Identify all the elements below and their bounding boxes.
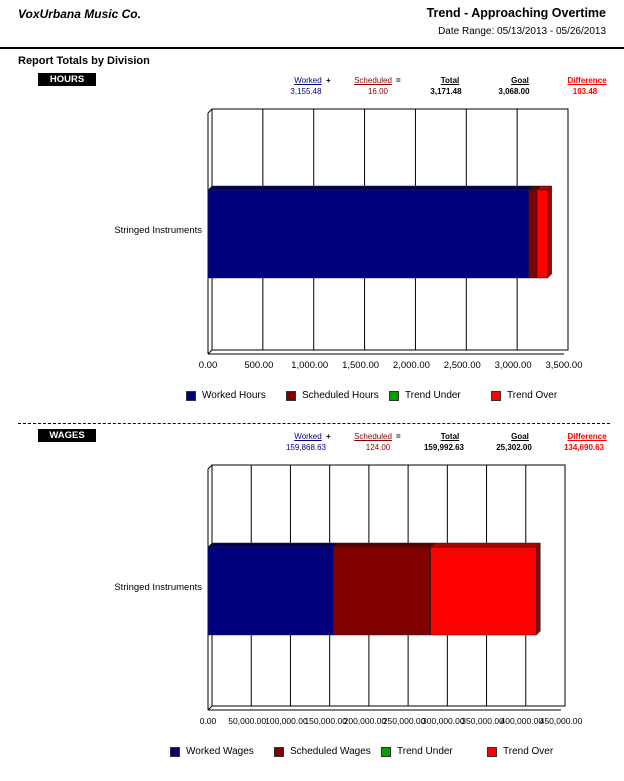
wages-difference-label: Difference (567, 432, 607, 441)
wages-difference-value: 134,690.63 (563, 443, 605, 452)
legend-swatch-icon (487, 747, 497, 757)
hours-legend-trend-over (491, 390, 557, 401)
wages-goal-label: Goal (511, 432, 529, 441)
x-tick-label: 300,000.00 (422, 716, 465, 726)
x-tick-label: 450,000.00 (539, 716, 583, 726)
bar-segment (208, 190, 529, 278)
axis-corner-line (208, 109, 212, 113)
bar-segment (431, 547, 537, 635)
axis-corner-line (208, 465, 212, 469)
x-tick-label: 150,000.00 (304, 716, 347, 726)
wages-worked-value: 159,868.63 (285, 443, 327, 452)
bar-segment-top (208, 186, 533, 190)
header-divider (0, 47, 624, 49)
legend-label: Scheduled Wages (290, 746, 371, 757)
legend-label: Trend Under (405, 390, 461, 401)
hours-total-label: Total (440, 76, 460, 85)
report-title: Trend - Approaching Overtime (426, 6, 606, 20)
legend-swatch-icon (274, 747, 284, 757)
hours-goal-value: 3,068.00 (498, 87, 530, 96)
wages-scheduled-value: 124.00 (365, 443, 391, 452)
legend-swatch-icon (389, 391, 399, 401)
legend-label: Trend Under (397, 746, 453, 757)
hours-legend-worked (186, 390, 266, 401)
legend-swatch-icon (491, 391, 501, 401)
hours-scheduled-label: Scheduled (354, 76, 392, 85)
legend-swatch-icon (170, 747, 180, 757)
x-tick-label: 250,000.00 (382, 716, 426, 726)
wages-worked-label: Worked (294, 432, 322, 441)
x-tick-label: 3,000.00 (494, 360, 532, 371)
hours-equals: = (396, 76, 401, 85)
bar-segment-top (431, 543, 541, 547)
x-tick-label: 0.00 (198, 360, 218, 371)
bar-segment (529, 190, 537, 278)
bar-segment-side (536, 543, 540, 635)
section-title: Report Totals by Division (18, 55, 150, 67)
bar-segment (333, 547, 430, 635)
bar-segment (208, 547, 333, 635)
wages-scheduled-label: Scheduled (354, 432, 392, 441)
hours-worked-label: Worked (294, 76, 322, 85)
hours-legend-scheduled (286, 390, 379, 401)
wages-legend-trend-under (381, 746, 453, 757)
hours-label: HOURS (38, 73, 96, 86)
legend-label: Trend Over (503, 746, 554, 757)
date-range (438, 26, 606, 37)
bar-segment-top (208, 543, 337, 547)
wages-total-label: Total (440, 432, 460, 441)
wages-legend-scheduled (274, 746, 371, 757)
company-name: VoxUrbana Music Co. (18, 7, 141, 21)
wages-chart (0, 455, 624, 737)
x-tick-label: 1,500.00 (342, 360, 380, 371)
hours-total-value: 3,171.48 (430, 87, 462, 96)
section-divider (18, 423, 610, 424)
x-tick-label: 50,000.00 (228, 716, 267, 726)
date-range-value: 05/13/2013 - 05/26/2013 (497, 26, 606, 37)
x-tick-label: 350,000.00 (461, 716, 504, 726)
wages-equals: = (396, 432, 401, 441)
wages-plus: + (326, 432, 331, 441)
x-tick-label: 400,000.00 (500, 716, 544, 726)
x-tick-label: 2,000.00 (392, 360, 430, 371)
legend-label: Trend Over (507, 390, 558, 401)
legend-swatch-icon (381, 747, 391, 757)
category-label: Stringed Instruments (114, 225, 202, 236)
wages-legend-worked (170, 746, 254, 757)
axis-corner-line (208, 350, 212, 354)
wages-goal-value: 25,302.00 (496, 443, 532, 452)
x-tick-label: 100,000.00 (265, 716, 308, 726)
hours-chart (0, 100, 624, 380)
x-tick-label: 0.00 (199, 716, 217, 726)
x-tick-label: 2,500.00 (443, 360, 481, 371)
bar-segment-side (548, 186, 552, 278)
legend-label: Scheduled Hours (302, 390, 379, 401)
bar-segment (537, 190, 548, 278)
legend-swatch-icon (186, 391, 196, 401)
hours-legend-trend-under (389, 390, 461, 401)
legend-swatch-icon (286, 391, 296, 401)
legend-label: Worked Hours (202, 390, 266, 401)
x-tick-label: 200,000.00 (343, 716, 387, 726)
wages-legend-trend-over (487, 746, 553, 757)
wages-label: WAGES (38, 429, 96, 442)
hours-difference-value: 103.48 (572, 87, 598, 96)
axis-corner-line (208, 706, 212, 710)
x-tick-label: 1,000.00 (291, 360, 329, 371)
hours-goal-label: Goal (511, 76, 529, 85)
hours-worked-value: 3,155.48 (290, 87, 322, 96)
hours-difference-label: Difference (567, 76, 607, 85)
hours-plus: + (326, 76, 331, 85)
x-tick-label: 500.00 (244, 360, 274, 371)
bar-segment-top (333, 543, 434, 547)
date-range-label: Date Range: (438, 26, 495, 37)
wages-total-value: 159,992.63 (423, 443, 465, 452)
legend-label: Worked Wages (186, 746, 254, 757)
category-label: Stringed Instruments (114, 582, 202, 593)
hours-scheduled-value: 16.00 (367, 87, 389, 96)
x-tick-label: 3,500.00 (545, 360, 583, 371)
